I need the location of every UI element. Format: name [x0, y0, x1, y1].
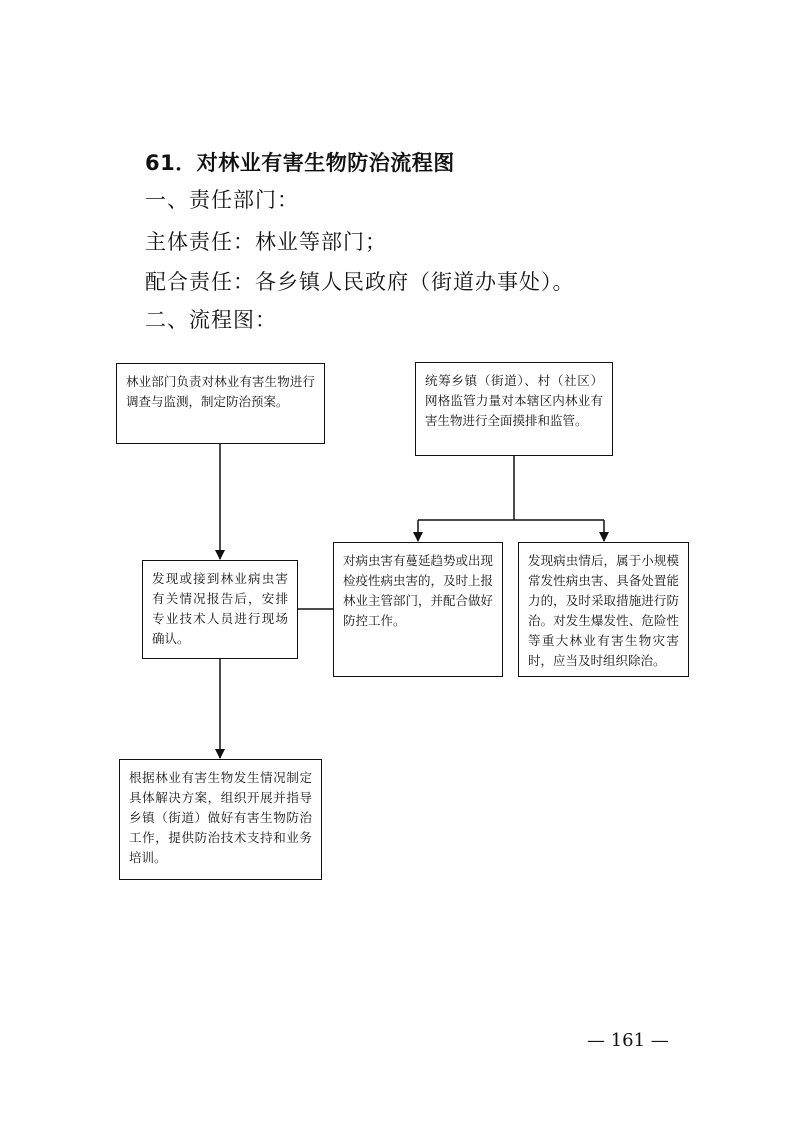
- section-responsible-departments: 一、责任部门：: [145, 188, 299, 212]
- cooperating-responsibility: 配合责任：各乡镇人民政府（街道办事处）。: [145, 270, 575, 294]
- section-flowchart: 二、流程图：: [145, 308, 277, 332]
- flow-box-forestry-survey: 林业部门负责对林业有害生物进行调查与监测，制定防治预案。: [116, 363, 325, 444]
- main-responsibility: 主体责任：林业等部门；: [145, 230, 387, 254]
- flow-box-report-to-authority: 对病虫害有蔓延趋势或出现检疫性病虫害的，及时上报林业主管部门，并配合做好防控工作。: [333, 542, 503, 677]
- flow-box-site-confirmation: 发现或接到林业病虫害有关情况报告后，安排专业技术人员进行现场确认。: [142, 560, 298, 659]
- flow-box-solution-plan: 根据林业有害生物发生情况制定具体解决方案，组织开展并指导乡镇（街道）做好有害生物防治工作，提供防治技术支持和业务培训。: [119, 759, 322, 880]
- page-title: 61．对林业有害生物防治流程图: [145, 151, 455, 175]
- page-number: — 161 —: [587, 1030, 669, 1051]
- flow-box-grid-supervision: 统筹乡镇（街道）、村（社区）网格监管力量对本辖区内林业有害生物进行全面摸排和监管。: [415, 362, 613, 456]
- flow-box-prevention-treatment: 发现病虫情后，属于小规模常发性病虫害、具备处置能力的，及时采取措施进行防治。对发生爆发性、危险性等重大林业有害生物灾害时，应当及时组织除治。: [518, 542, 689, 677]
